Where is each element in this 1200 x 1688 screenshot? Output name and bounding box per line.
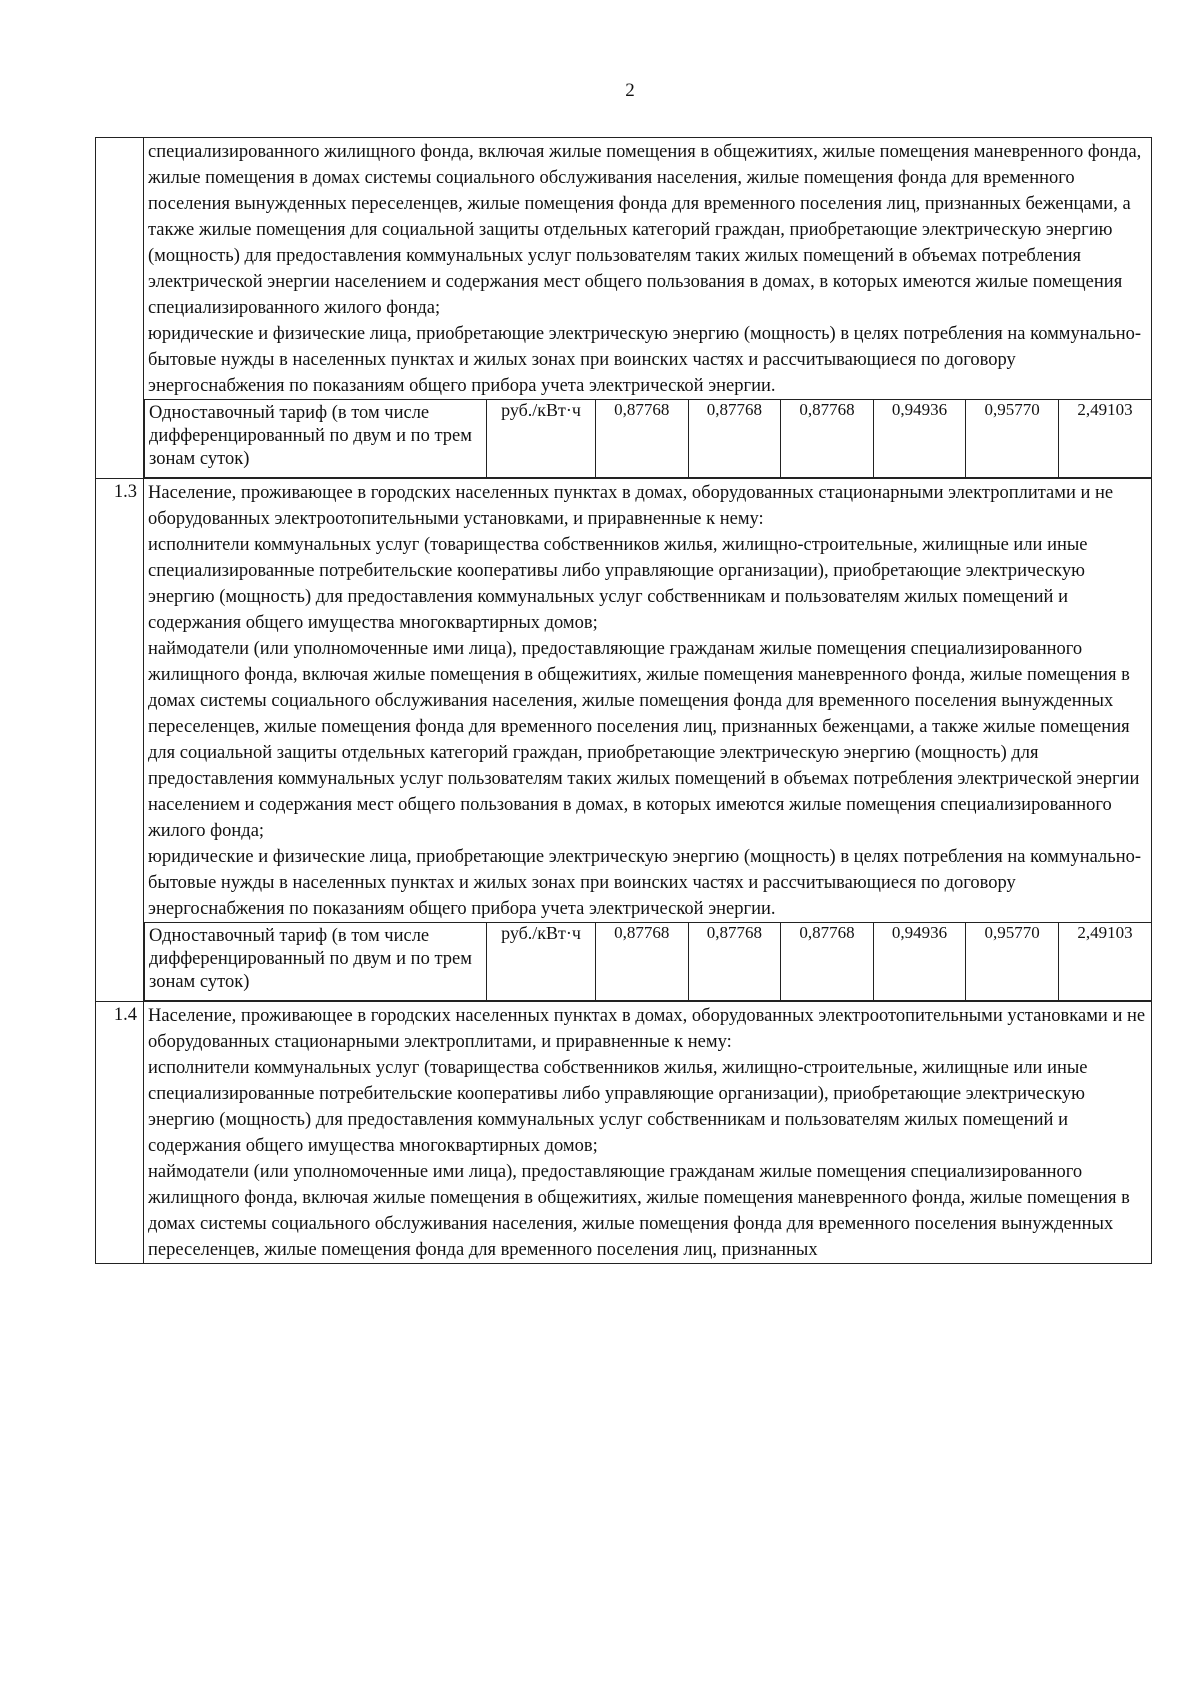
tariff-value: 0,87768: [688, 923, 781, 1001]
tariff-unit: руб./кВт·ч: [487, 923, 596, 1001]
paragraph: наймодатели (или уполномоченные ими лица), предоставляющие гражданам жилые помещения специализированного жилищного фонда, включая жилые помещения в общежитиях, жилые помещения маневренного фонда, жилые помещения в домах системы социального обслуживания населения, жилые помещения фонда для временного поселения вынужденных переселенцев, жилые помещения фонда для временного поселения лиц, признанных беженцами, а также жилые помещения для социальной защиты отдельных категорий граждан, приобретающие электрическую энергию (мощность) для предоставления коммунальных услуг пользователям таких жилых помещений в объемах потребления электрической энергии населением и содержания мест общего пользования в домах, в которых имеются жилые помещения специализированного жилого фонда;: [148, 639, 1140, 841]
tariff-value: 0,87768: [688, 400, 781, 478]
paragraph: специализированного жилищного фонда, включая жилые помещения в общежитиях, жилые помещения маневренного фонда, жилые помещения в домах системы социального обслуживания населения, жилые помещения фонда для временного поселения вынужденных переселенцев, жилые помещения фонда для временного поселения лиц, признанных беженцами, а также жилые помещения для социальной защиты отдельных категорий граждан, приобретающие электрическую энергию (мощность) для предоставления коммунальных услуг пользователям таких жилых помещений в объемах потребления электрической энергии населением и содержания мест общего пользования в домах, в которых имеются жилые помещения специализированного жилого фонда;: [148, 142, 1142, 318]
tariff-value: 2,49103: [1058, 923, 1151, 1001]
paragraph: юридические и физические лица, приобретающие электрическую энергию (мощность) в целях потребления на коммунально-бытовые нужды в населенных пунктах и жилых зонах при воинских частях и рассчитывающиеся по договору энергоснабжения по показаниям общего прибора учета электрической энергии.: [148, 847, 1142, 919]
tariff-label: Одноставочный тариф (в том числе дифференцированный по двум и по трем зонам суток): [145, 400, 487, 478]
tariff-values-row: [144, 399, 1151, 478]
table-row: [96, 1002, 1152, 1264]
tariff-value: 0,87768: [781, 923, 874, 1001]
tariff-value: 2,49103: [1058, 400, 1151, 478]
paragraph: Население, проживающее в городских населенных пунктах в домах, оборудованных электроотопительными установками и не оборудованных стационарными электроплитами, и приравненные к нему:: [148, 1006, 1146, 1052]
tariff-value: 0,94936: [873, 923, 966, 1001]
row-number: [96, 138, 144, 479]
tariff-value: 0,95770: [966, 400, 1059, 478]
tariff-value: 0,87768: [596, 400, 689, 478]
paragraph: юридические и физические лица, приобретающие электрическую энергию (мощность) в целях потребления на коммунально-бытовые нужды в населенных пунктах и жилых зонах при воинских частях и рассчитывающиеся по договору энергоснабжения по показаниям общего прибора учета электрической энергии.: [148, 324, 1142, 396]
row-description: [144, 1002, 1151, 1263]
row-content: [144, 1002, 1152, 1264]
paragraph: исполнители коммунальных услуг (товарищества собственников жилья, жилищно-строительные, жилищные или иные специализированные потребительские кооперативы либо управляющие организации), приобретающие электрическую энергию (мощность) для предоставления коммунальных услуг собственникам и пользователям жилых помещений и содержания общего имущества многоквартирных домов;: [148, 1058, 1088, 1156]
tariff-label: Одноставочный тариф (в том числе дифференцированный по двум и по трем зонам суток): [145, 923, 487, 1001]
tariff-values-row: [144, 922, 1151, 1001]
row-description: [144, 479, 1151, 922]
paragraph: Население, проживающее в городских населенных пунктах в домах, оборудованных стационарными электроплитами и не оборудованных электроотопительными установками, и приравненные к нему:: [148, 483, 1114, 529]
tariff-value: 0,94936: [873, 400, 966, 478]
row-number: 1.4: [96, 1002, 144, 1264]
page-number: 2: [625, 80, 635, 101]
paragraph: исполнители коммунальных услуг (товарищества собственников жилья, жилищно-строительные, жилищные или иные специализированные потребительские кооперативы либо управляющие организации), приобретающие электрическую энергию (мощность) для предоставления коммунальных услуг собственникам и пользователям жилых помещений и содержания общего имущества многоквартирных домов;: [148, 535, 1088, 633]
tariff-value: 0,87768: [596, 923, 689, 1001]
row-number: 1.3: [96, 479, 144, 1002]
tariff-value: 0,87768: [781, 400, 874, 478]
tariff-table: [95, 137, 1152, 1264]
tariff-value: 0,95770: [966, 923, 1059, 1001]
row-description: [144, 138, 1151, 399]
table-row: [96, 138, 1152, 479]
table-row: [96, 479, 1152, 1002]
row-content: [144, 138, 1152, 479]
tariff-unit: руб./кВт·ч: [487, 400, 596, 478]
row-content: [144, 479, 1152, 1002]
paragraph: наймодатели (или уполномоченные ими лица), предоставляющие гражданам жилые помещения специализированного жилищного фонда, включая жилые помещения в общежитиях, жилые помещения маневренного фонда, жилые помещения в домах системы социального обслуживания населения, жилые помещения фонда для временного поселения вынужденных переселенцев, жилые помещения фонда для временного поселения лиц, признанных: [148, 1162, 1130, 1260]
